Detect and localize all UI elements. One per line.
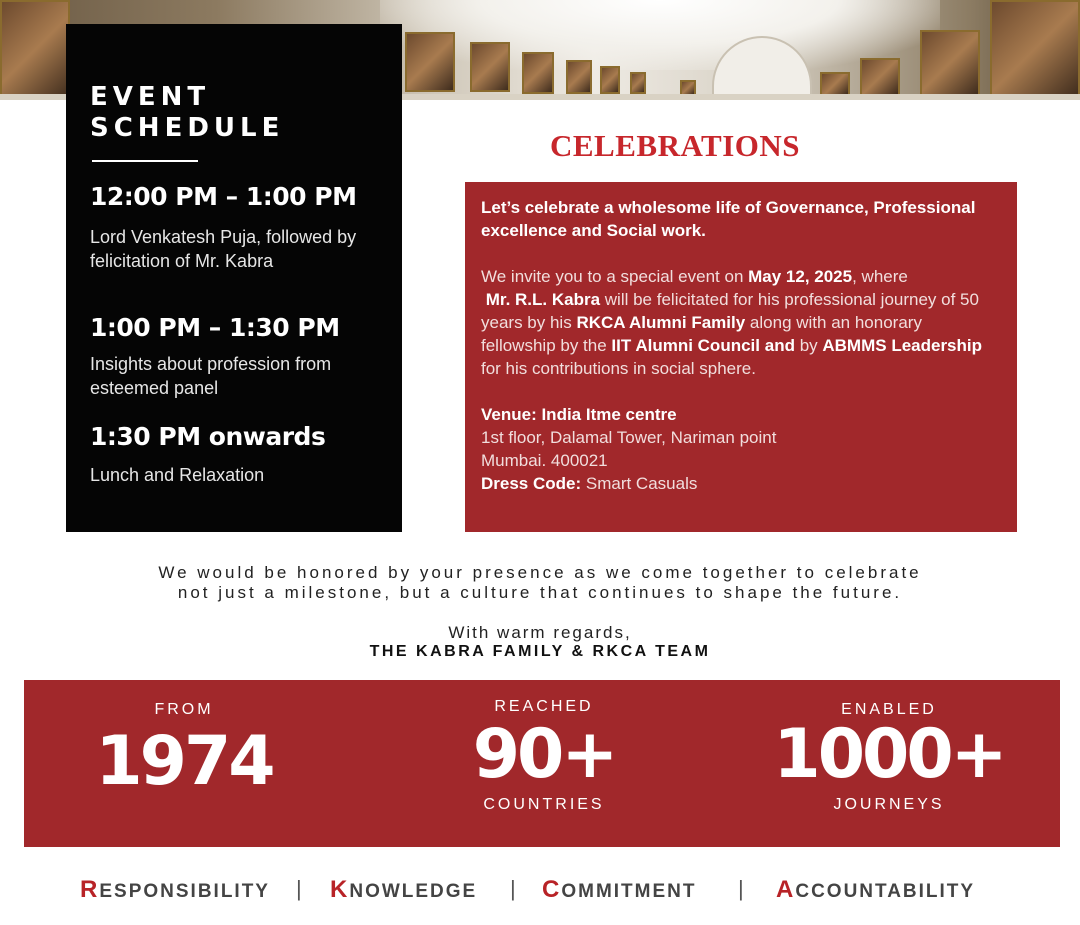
stat-from <box>64 680 304 847</box>
painting <box>820 72 850 96</box>
stat-label: REACHED <box>494 698 594 715</box>
invitation-panel <box>465 182 1017 532</box>
painting <box>0 0 70 100</box>
honoree-name: Mr. R.L. Kabra <box>485 290 601 309</box>
painting <box>860 58 900 96</box>
dress-code-label: Dress Code: <box>481 474 582 493</box>
closing-line: not just a milestone, but a culture that continues to shape the future. <box>177 583 903 602</box>
address-line: 1st floor, Dalamal Tower, Nariman point <box>481 428 777 447</box>
value-text: NOWLEDGE <box>349 881 478 902</box>
team-signature: THE KABRA FAMILY & RKCA TEAM <box>369 643 711 660</box>
slot-time: 12:00 PM – 1:00 PM <box>90 182 357 211</box>
value-responsibility <box>80 876 270 904</box>
painting <box>920 30 980 96</box>
closing-message <box>40 563 1040 603</box>
gallery-ceiling <box>380 0 940 70</box>
stats-band <box>24 680 1060 847</box>
closing-line: We would be honored by your presence as we come together to celebrate <box>158 563 922 582</box>
value-knowledge <box>330 876 477 904</box>
heading-divider <box>92 160 198 162</box>
invite-text: honorary fellowship by the <box>481 313 922 355</box>
value-separator: | <box>738 876 746 901</box>
invite-text: for his contributions in social sphere. <box>481 359 756 378</box>
regards-text: With warm regards, <box>448 623 632 642</box>
invitation-text <box>481 265 1001 380</box>
stat-number: 1000+ <box>773 715 1005 794</box>
painting <box>630 72 646 94</box>
value-accountability <box>776 876 975 904</box>
event-date: May 12, 2025 <box>748 267 853 286</box>
value-initial: A <box>776 876 796 903</box>
venue-label: Venue: India Itme centre <box>481 405 677 424</box>
intro-line: Let’s celebrate a wholesome life of Governance, Professional excellence and Social work. <box>481 198 976 240</box>
value-commitment <box>542 876 697 904</box>
painting <box>522 52 554 94</box>
stat-label: COUNTRIES <box>483 796 605 813</box>
invite-text: We invite you to a special event on <box>481 267 749 286</box>
stat-journeys <box>754 680 1024 847</box>
stat-label: ENABLED <box>841 701 937 718</box>
stat-label: FROM <box>154 701 214 718</box>
value-text: OMMITMENT <box>561 881 697 902</box>
painting <box>405 32 455 92</box>
slot-description: Lunch and Relaxation <box>90 465 265 485</box>
value-initial: C <box>542 876 562 903</box>
value-separator: | <box>296 876 304 901</box>
value-text: ESPONSIBILITY <box>99 881 270 902</box>
and-text: and <box>764 336 795 355</box>
value-initial: R <box>80 876 100 903</box>
invite-text: by <box>794 336 823 355</box>
stat-number: 1974 <box>95 722 273 801</box>
stat-countries <box>424 680 664 847</box>
event-schedule-panel <box>66 24 402 532</box>
values-footer <box>80 876 1000 902</box>
value-text: CCOUNTABILITY <box>795 881 976 902</box>
alumni-council: IIT Alumni Council <box>611 336 760 355</box>
slot-description: Insights about profession from esteemed panel <box>90 354 332 398</box>
value-separator: | <box>510 876 518 901</box>
alumni-family: RKCA Alumni Family <box>576 313 746 332</box>
dress-code-value: Smart Casuals <box>581 474 698 493</box>
invite-text: , where <box>852 267 908 286</box>
stat-label: JOURNEYS <box>833 796 945 813</box>
schedule-heading: EVENT SCHEDULE <box>90 82 285 143</box>
stat-number: 90+ <box>472 715 616 794</box>
slot-time: 1:30 PM onwards <box>90 422 326 451</box>
invite-text: will be felicitated for his professional journey of 50 years by his <box>481 290 979 332</box>
celebrations-title: CELEBRATIONS <box>549 128 801 163</box>
value-initial: K <box>330 876 350 903</box>
painting <box>600 66 620 94</box>
painting <box>470 42 510 92</box>
intro-text <box>481 196 1001 242</box>
slot-time: 1:00 PM – 1:30 PM <box>90 313 340 342</box>
venue-block <box>481 403 1001 495</box>
painting <box>566 60 592 94</box>
slot-description: Lord Venkatesh Puja, followed by felicitation of Mr. Kabra <box>90 227 357 271</box>
abmms-leadership: ABMMS Leadership <box>822 336 983 355</box>
painting <box>990 0 1080 98</box>
address-line: Mumbai. 400021 <box>481 451 608 470</box>
invite-text: along with an <box>745 313 855 332</box>
